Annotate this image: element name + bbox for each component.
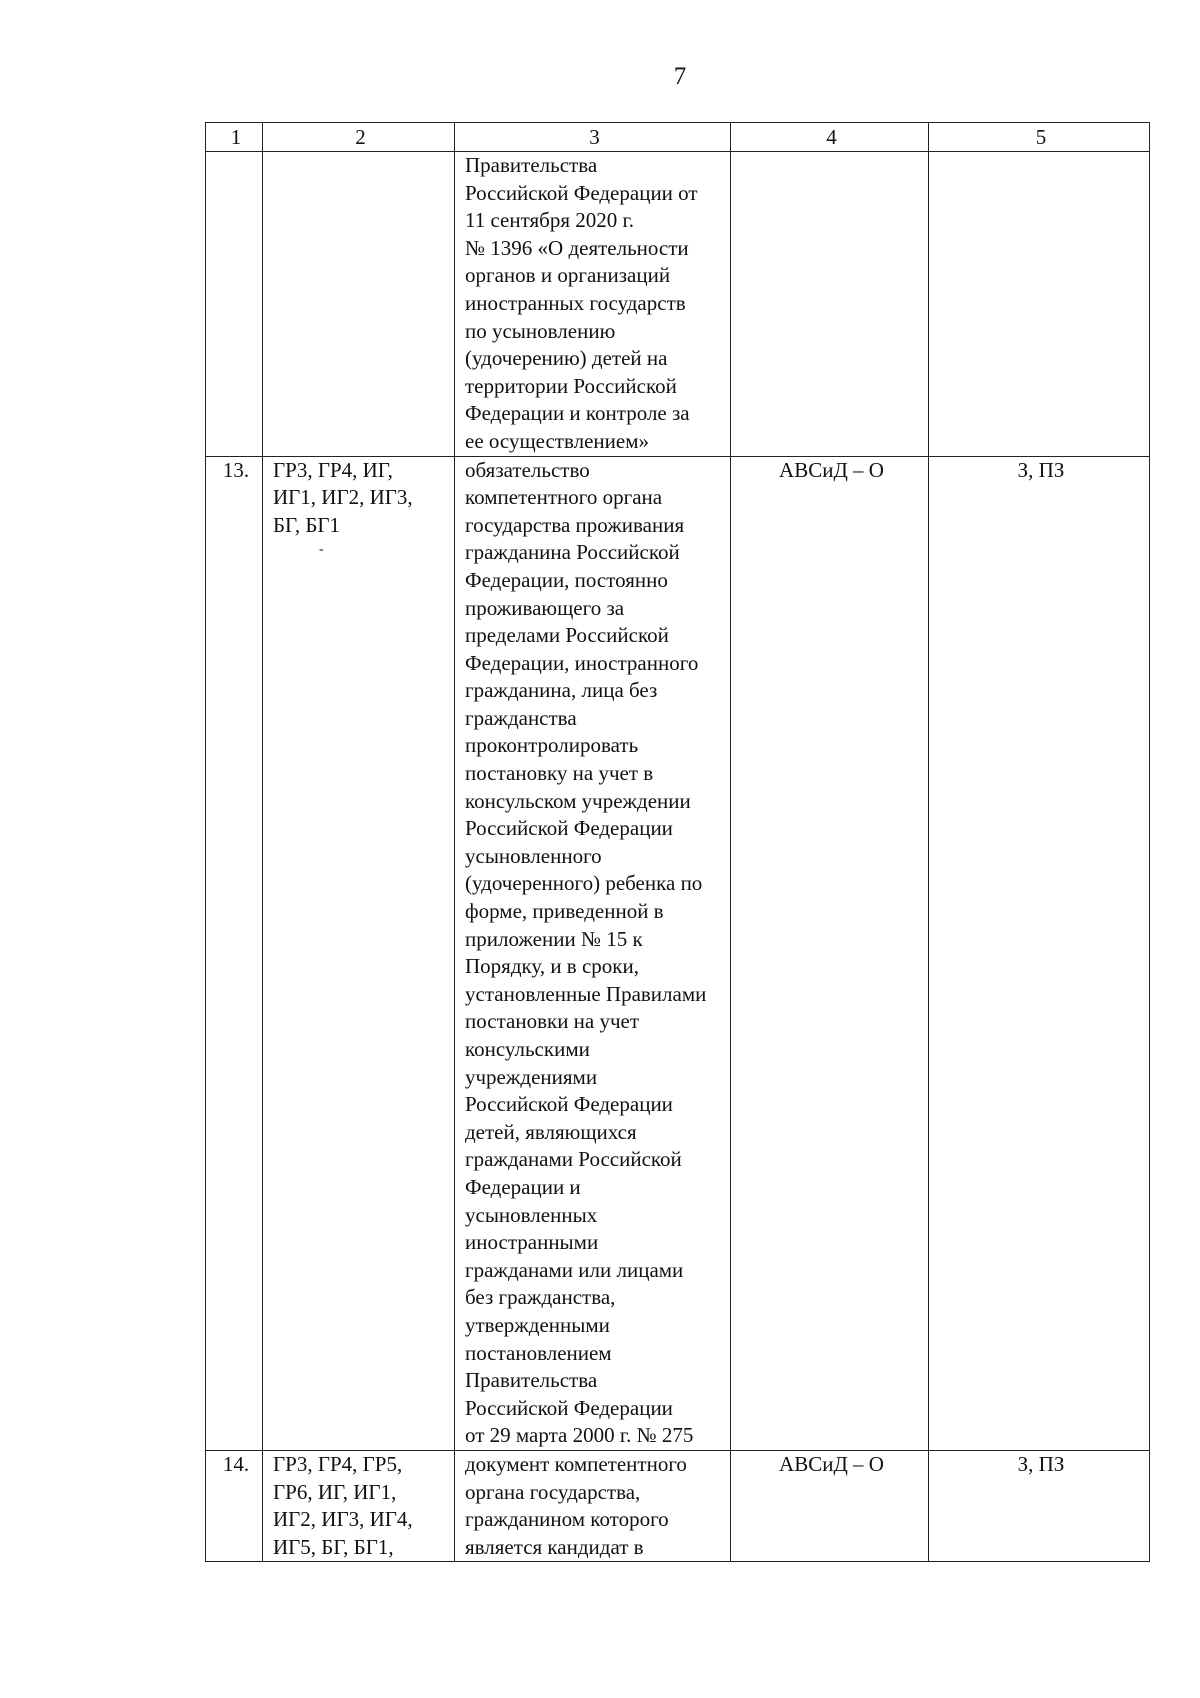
description-line: по усыновлению (465, 318, 616, 343)
status-cell (929, 1450, 1150, 1561)
header-cell: 1 (206, 123, 263, 152)
description-line: гражданами или лицами (465, 1257, 684, 1282)
description-line: Российской Федерации (465, 816, 673, 841)
description-line: усыновленных (465, 1202, 598, 1227)
description-line: учреждениями (465, 1064, 598, 1089)
description-line: постановлением (465, 1340, 612, 1365)
requirements-table (205, 122, 1150, 1562)
table-row (206, 152, 1150, 457)
description-line: государства проживания (465, 512, 685, 537)
description-line: органа государства, (465, 1479, 641, 1504)
description-line: гражданином которого (465, 1507, 669, 1532)
table-body (206, 123, 1150, 1562)
description-line: территории Российской (465, 373, 677, 398)
description-line: гражданина Российской (465, 540, 680, 565)
description-line: Федерации и контроле за (465, 401, 690, 426)
status-value: З, ПЗ (1017, 1451, 1065, 1476)
description-line: ее осуществлением» (465, 428, 649, 453)
description-line: Правительства (465, 1368, 598, 1393)
description-line: (удочерению) детей на (465, 346, 668, 371)
row-number-cell (206, 456, 263, 1450)
description-line: Федерации, иностранного (465, 650, 699, 675)
header-cell: 3 (455, 123, 731, 152)
applicant-groups-cell (263, 1450, 455, 1561)
description-line: Российской Федерации (465, 1092, 673, 1117)
document-description-cell (455, 152, 731, 457)
applicant-groups-cell (263, 456, 455, 1450)
applicant-group-line: - (319, 542, 324, 558)
applicant-group-line: БГ, БГ1 (273, 512, 341, 537)
description-line: иностранными (465, 1230, 599, 1255)
description-line: усыновленного (465, 843, 602, 868)
status-value: З, ПЗ (1017, 457, 1065, 482)
form-value: АВСиД – О (779, 1451, 884, 1476)
row-number: 14. (222, 1451, 250, 1476)
description-line: является кандидат в (465, 1534, 644, 1559)
description-line: (удочеренного) ребенка по (465, 871, 703, 896)
description-line: установленные Правилами (465, 981, 707, 1006)
description-line: 11 сентября 2020 г. (465, 208, 635, 233)
table-header-row (206, 123, 1150, 152)
page-number: 7 (673, 63, 687, 90)
applicant-groups-cell (263, 152, 455, 457)
description-line: консульскими (465, 1037, 590, 1061)
header-cell: 4 (731, 123, 929, 152)
form-cell (731, 152, 929, 457)
description-line: Правительства (465, 153, 598, 177)
description-line: приложении № 15 к (465, 926, 643, 951)
applicant-group-line: ИГ5, БГ, БГ1, (273, 1534, 394, 1559)
description-line: детей, являющихся (465, 1119, 637, 1144)
status-cell (929, 456, 1150, 1450)
header-cell: 2 (263, 123, 455, 152)
description-line: гражданами Российской (465, 1147, 682, 1172)
description-line: постановки на учет (465, 1009, 640, 1034)
description-line: от 29 марта 2000 г. № 275 (465, 1423, 694, 1448)
applicant-group-line: ГР6, ИГ, ИГ1, (273, 1479, 397, 1504)
description-line: обязательство (465, 457, 590, 482)
status-cell (929, 152, 1150, 457)
document-description-cell (455, 456, 731, 1450)
applicant-group-line: ГР3, ГР4, ИГ, (273, 457, 393, 482)
document-description-cell (455, 1450, 731, 1561)
description-line: утвержденными (465, 1312, 610, 1337)
description-line: пределами Российской (465, 623, 669, 648)
description-line: форме, приведенной в (465, 899, 664, 924)
description-line: Федерации и (465, 1174, 581, 1199)
form-cell (731, 456, 929, 1450)
applicant-group-line: ГР3, ГР4, ГР5, (273, 1451, 403, 1476)
description-line: Порядку, и в сроки, (465, 954, 639, 979)
description-line: документ компетентного (465, 1451, 687, 1476)
row-number-cell (206, 1450, 263, 1561)
header-cell: 5 (929, 123, 1150, 152)
description-line: гражданина, лица без (465, 678, 658, 703)
description-line: гражданства (465, 705, 577, 730)
description-line: проконтролировать (465, 733, 639, 758)
description-line: иностранных государств (465, 290, 686, 315)
description-line: компетентного органа (465, 485, 663, 510)
table-row (206, 1450, 1150, 1561)
applicant-group-line: ИГ1, ИГ2, ИГ3, (273, 485, 413, 510)
form-value: АВСиД – О (779, 457, 884, 482)
table-row (206, 456, 1150, 1450)
description-line: проживающего за (465, 595, 625, 620)
description-line: Федерации, постоянно (465, 567, 668, 592)
description-line: консульском учреждении (465, 788, 691, 813)
description-line: Российской Федерации (465, 1395, 673, 1420)
description-line: № 1396 «О деятельности (465, 235, 689, 260)
applicant-group-line: ИГ2, ИГ3, ИГ4, (273, 1507, 413, 1532)
description-line: без гражданства, (465, 1285, 616, 1310)
description-line: постановку на учет в (465, 761, 654, 786)
row-number: 13. (222, 457, 250, 482)
description-line: Российской Федерации от (465, 180, 698, 205)
description-line: органов и организаций (465, 263, 671, 288)
row-number-cell (206, 152, 263, 457)
form-cell (731, 1450, 929, 1561)
